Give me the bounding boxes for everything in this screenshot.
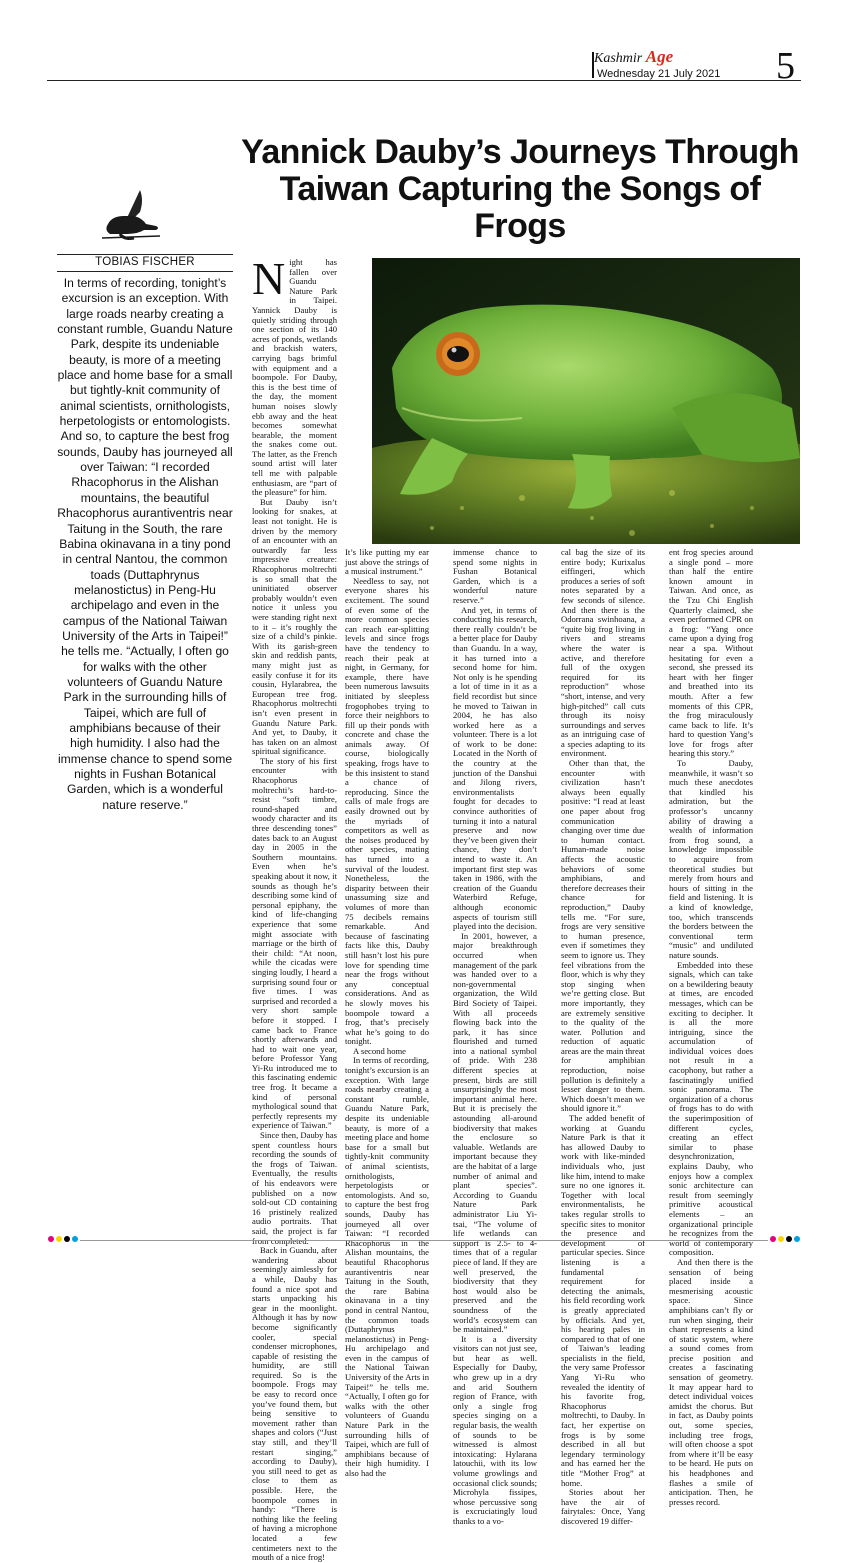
column-4-paragraph: The added benefit of working at Guandu Nature Park is that it has allowed Dauby to work with like-minded individuals who, just like him, intend to make sure no one ignores it. Together with local environmentalists, he takes regular strolls to specific sites to monitor the presence and development of particular species. Since listening is a fundamental requirement for detecting the animals, his field recording work is greatly appreciated by officials. And yet, his hearing pales in compared to that of one of Taiwan’s leading specialists in the field, the very same Professor Yang Yi-Ru who revealed the identity of his favorite frog, Rhacophorus moltrechti, to Dauby. In fact, her expertise on frogs is by some described in all but legendary terminology and has earned her the title “Mother Frog” at home. <box>561 1113 645 1488</box>
masthead-rule <box>47 80 801 81</box>
issue-date: Wednesday 21 July 2021 <box>597 68 721 80</box>
hand-writing-with-quill-icon <box>100 186 164 246</box>
column-1-paragraph: ight has fallen over Guandu Nature Park in Taipei. Yannick Dauby is quietly striding through one section of its 140 acres of ponds, wetlands and brackish waters, carrying bags brimful with equipment and a boompole. For Dauby, this is the best time of the day, the moment human noises slowly ebb away and the heat becomes somewhat bearable, the moment the snakes come out. The latter, as the French sound artist will later tell me with palpable enthusiasm, are “part of the pleasure” for him. <box>252 257 337 498</box>
column-2-paragraph: Needless to say, not everyone shares his excitement. The sound of even some of the more common species can reach ear-splitting levels and since frogs have the tendency to reach their peak at night, in Germany, for example, there have been numerous lawsuits initiated by sleepless frogophobes trying to force their neighbors to fill up their ponds with concrete and chase the animals away. Of course, biologically speaking, frogs have to be this insistent to stand a chance of reproducing. Since the calls of male frogs are easily drowned out by the myriads of competitors as well as the noises produced by other species, mating has turned into a survival of the loudest. Nonetheless, the disparity between their unassuming size and volumes of more than 75 decibels remains remarkable. And because of fascinating facts like this, Dauby still hasn’t lost his pure love for spending time near the frogs without any conceptual considerations. And as he slowly moves his boompole toward a frog, that’s precisely what he’s going to do tonight. <box>345 575 429 1047</box>
masthead-logo <box>594 47 674 66</box>
green-tree-frog-photo <box>372 258 800 544</box>
footer-registration-dots-left <box>48 1236 80 1244</box>
footer-registration-dots-right <box>770 1236 802 1244</box>
column-4-paragraph: Stories about her have the air of fairytales: Once, Yang discovered 19 differ- <box>561 1487 645 1526</box>
article-column-1 <box>252 253 337 1563</box>
author-rule-top <box>57 254 233 255</box>
column-1-paragraph: The story of his first encounter with Rhacophorus moltrechti’s hard-to-resist “soft timbre, round-shaped and woody character and its three descending tones” dates back to an August day in 2005 in the Southern mountains. Even when he’s speaking about it now, it sounds as though he’s describing some kind of personal epiphany, the kind of life-changing experience that some might associate with marriage or the birth of their child: “At noon, while the cicadas were singing loudly, I heard a surprising sound four or five times. I was surprised and recorded a very short sample before it stopped. I came back to France shortly afterwards and had to wait one year, before Professor Yang Yi-Ru introduced me to this fascinating endemic tree frog. It became a kind of personal mythological sound that perfectly represents my experience of Taiwan.” <box>252 755 337 1131</box>
article-title: Yannick Dauby’s Journeys Through Taiwan Capturing the Songs of Frogs <box>241 133 799 245</box>
registration-dot <box>56 1236 62 1242</box>
registration-dot <box>72 1236 78 1242</box>
pull-quote: In terms of recording, tonight’s excursion is an exception. With large roads nearby creating a constant rumble, Guandu Nature Park, despite its undeniable beauty, is more of a meeting place and home base for a small but tightly-knit community of animal scientists, ornithologists, herpetologists or entomologists. And so, to capture the best frog sounds, Dauby has journeyed all over Taiwan: “I recorded Rhacophorus in the Alishan mountains, the beautiful Rhacophorus aurantiventris near Taitung in the South, the rare Babina okinavana in a tiny pond in central Nantou, the common toads (Duttaphrynus melanostictus) in Peng-Hu archipelago and even in the campus of the National Taiwan University of the Arts in Taipei!” he tells me. “Actually, I often go for walks with the other volunteers of Guandu Nature Park in the surrounding hills of Taipei, which are full of amphibians because of their high humidity. I also had the immense chance to spend some nights in Fushan Botanical Garden, which is a wonderful nature reserve.” <box>57 276 233 812</box>
registration-dot <box>786 1236 792 1242</box>
column-1-paragraph: But Dauby isn’t looking for snakes, at least not tonight. He is driven by the memory of an encounter with an outwardly far less impressive creature: Rhacophorus moltrechti is so small that the uninitiated observer probably wouldn’t even notice it unless you were standing right next to it – it’s roughly the size of a child’s pinkie. With its garish-green skin and reddish pants, many might just as easily confuse it for its cousin, Hylarabrea, the European tree frog. Rhacophorus moltrechti isn’t even present in Guandu Nature Park. And yet, to Dauby, it has taken on an almost spiritual significance. <box>252 496 337 757</box>
subheading-second-home: A second home <box>353 1045 406 1056</box>
column-4-paragraph: cal bag the size of its entire body; Kurixalus eiffingeri, which produces a series of soft notes separated by a few seconds of silence. And then there is the Odorrana swinhoana, a “quite big frog living in rivers and streams where the water is active, and therefore full of the oxygen required for its reproduction” whose “short, intense, and very high-pitched” call cuts through its noisy surroundings and serves as an intriguing case of a species adapting to its environment. <box>561 547 645 759</box>
registration-dot <box>64 1236 70 1242</box>
column-4-paragraph: Other than that, the encounter with civilization hasn’t always been equally positive: “I read at least one paper about frog communication changing over time due to human contact. Human-made noise affects the acoustic behaviors of some amphibians, and therefore decreases their chance for reproduction,” Dauby tells me. “For sure, frogs are very sensitive to human presence, even if sometimes they seem to ignore us. They feel vibrations from the floor, which is why they stop singing when we’re getting close. But more importantly, they are extremely sensitive to the quality of the water. Pollution and reduction of aquatic areas are the main threat for amphibian reproduction, noise pollution is definitely a lesser danger to them. Which doesn’t mean we should ignore it.” <box>561 758 645 1114</box>
article-column-2 <box>345 547 429 1478</box>
column-2-paragraph: It’s like putting my ear just above the strings of a musical instrument.” <box>345 547 429 577</box>
column-5-paragraph: Embedded into these signals, which can take on a bewildering beauty at times, are encoded messages, which can be exciting to decipher. It is all the more intriguing, since the accumulation of individual voices does not result in a cacophony, but rather a fascinatingly unified sonic panorama. The organization of a chorus of frogs has to do with the superimposition of different cycles, creating an effect similar to phase desynchronization, explains Dauby, who enjoys how a complex sonic architecture can result from seemingly primitive acoustical elements – an organizational principle he recognizes from the world of contemporary composition. <box>669 959 753 1258</box>
column-1-paragraph: Back in Guandu, after wandering about seemingly aimlessly for a while, Dauby has found a nice spot and starts unpacking his gear in the moonlight. Although it has by now become significantly cooler, special condenser microphones, capable of resisting the humidity, are still required. So is the boompole. Frogs may be easy to record once you’ve found them, but being sensitive to movement rather than shapes and colors (“Just stay still, and they’ll restart singing,” according to Dauby), you still need to get as close to them as possible. Here, the boompole comes in handy: “There is nothing like the feeling of having a microphone located a few centimeters next to the mouth of a nice frog! <box>252 1245 337 1563</box>
author-rule-bottom <box>57 271 233 272</box>
drop-cap: N <box>252 253 286 304</box>
article-column-3 <box>453 547 538 1526</box>
logo-word-kashmir: Kashmir <box>594 51 643 66</box>
article-column-4 <box>561 547 645 1526</box>
column-3-paragraph: In 2001, however, a major breakthrough occurred when management of the park was handed over to a non-governmental organization, the Wild Bird Society of Taipei. With all proceeds flowing back into the park, it has since flourished and turned into a national symbol of pride. With 238 different species at present, birds are still unsurprisingly the most important animal here. But it is precisely the astounding all-around biodiversity that makes the enclosure so valuable. Wetlands are important because they are the habitat of a large number of animal and plant species”. According to Guandu Nature Park administrator Liu Yi-tsai, “The volume of life wetlands can support is 2.5- to 4-times that of a regular piece of land. If they are well preserved, the biodiversity that they host would also be preserved and the soundness of the world’s ecosystem can be maintained.” <box>453 930 537 1335</box>
registration-dot <box>778 1236 784 1242</box>
column-2-paragraph: In terms of recording, tonight’s excursion is an exception. With large roads nearby creating a constant rumble, Guandu Nature Park, despite its undeniable beauty, is more of a meeting place and home base for a small but tightly-knit community of animal scientists, ornithologists, herpetologists or entomologists. And so, to capture the best frog sounds, Dauby has journeyed all over Taiwan: “I recorded Rhacophorus in the Alishan mountains, the beautiful Rhacophorus aurantiventris near Taitung in the South, the rare Babina okinavana in a tiny pond in central Nantou, the common toads (Duttaphrynus melanostictus) in Peng-Hu archipelago and even in the campus of the National Taiwan University of the Arts in Taipei!” he tells me. “Actually, I often go for walks with the other volunteers of Guandu Nature Park in the surrounding hills of Taipei, which are full of amphibians because of their high humidity. I also had the <box>345 1055 429 1478</box>
logo-word-age: Age <box>645 47 674 66</box>
registration-dot <box>48 1236 54 1242</box>
column-1-paragraph: Since then, Dauby has spent countless hours recording the sounds of the frogs of Taiwan. Eventually, the results of his endeavors were published on a now sold-out CD containing 16 pristinely realized audio portraits. That said, the project is far from completed. <box>252 1130 337 1246</box>
article-column-5 <box>669 547 753 1507</box>
column-5-paragraph: To Dauby, meanwhile, it wasn’t so much these anecdotes that kindled his admiration, but the professor’s uncanny ability of drawing a wealth of information from frog sound, a knowledge impossible to acquire from theoretical studies but merely from hours and hours of sitting in the field and listening. It is a kind of knowledge, too, which transcends the borders between the conventional term “music” and undiluted nature sounds. <box>669 758 753 960</box>
footer-rule <box>80 1240 768 1241</box>
column-3-paragraph: And yet, in terms of conducting his research, there really couldn’t be a better place for Dauby than Guandu. In a way, it has turned into a second home for him. Not only is he spending a lot of time in it as a field recordist but since he moved to Taiwan in 2004, he has also worked here as a volunteer. There is a lot of work to be done: Located in the North of the country at the junction of the Danshui and Jilong rivers, environmentalists fought for decades to convince authorities of turning it into a natural preserve and now they’ve been given their chance, they don’t intend to waste it. An important first step was taken in 1986, with the creation of the Guandu Waterbird Refuge, although economic aspects of tourism still played into the decision. <box>453 604 538 932</box>
registration-dot <box>794 1236 800 1242</box>
column-3-paragraph: It is a diversity visitors can not just see, but hear as well. Especially for Dauby, who grew up in a dry and arid Southern region of France, with only a single frog species singing on a regular basis, the wealth of sounds to be witnessed is almost intoxicating: Hylarana latouchii, with its low volume growlings and occasional click sounds; Microhyla fissipes, whose percussive song is excruciatingly loud thanks to a vo- <box>453 1333 537 1526</box>
page-number: 5 <box>776 45 795 87</box>
registration-dot <box>770 1236 776 1242</box>
author-byline: TOBIAS FISCHER <box>95 256 195 268</box>
column-5-paragraph: ent frog species around a single pond – more than half the entire known amount in Taiwan. And once, as the Tzu Chi English Quarterly claimed, she even performed CPR on a frog: “Yang once came upon a dying frog near a spa. Without hesitating for even a second, she pressed its heart with her finger and breathed into its mouth. After a few moments of this CPR, the frog miraculously came back to life. It’s hard to question Yang’s love for frogs after hearing this story.” <box>669 547 753 759</box>
column-5-paragraph: And then there is the sensation of being placed inside a mesmerising acoustic space. Since amphibians can’t fly or run when singing, their chant represents a kind of static system, where a sound comes from precise position and creates a fascinating sensation of geometry. It may appear hard to detect individual voices amidst the chorus. But in fact, as Dauby points out, some species, including tree frogs, will often choose a spot from where it’ll be easy to be heard. He puts on his headphones and flashes a smile of anticipation. Then, he presses record. <box>669 1256 753 1507</box>
column-3-paragraph: immense chance to spend some nights in Fushan Botanical Garden, which is a wonderful nature reserve.” <box>453 547 537 605</box>
